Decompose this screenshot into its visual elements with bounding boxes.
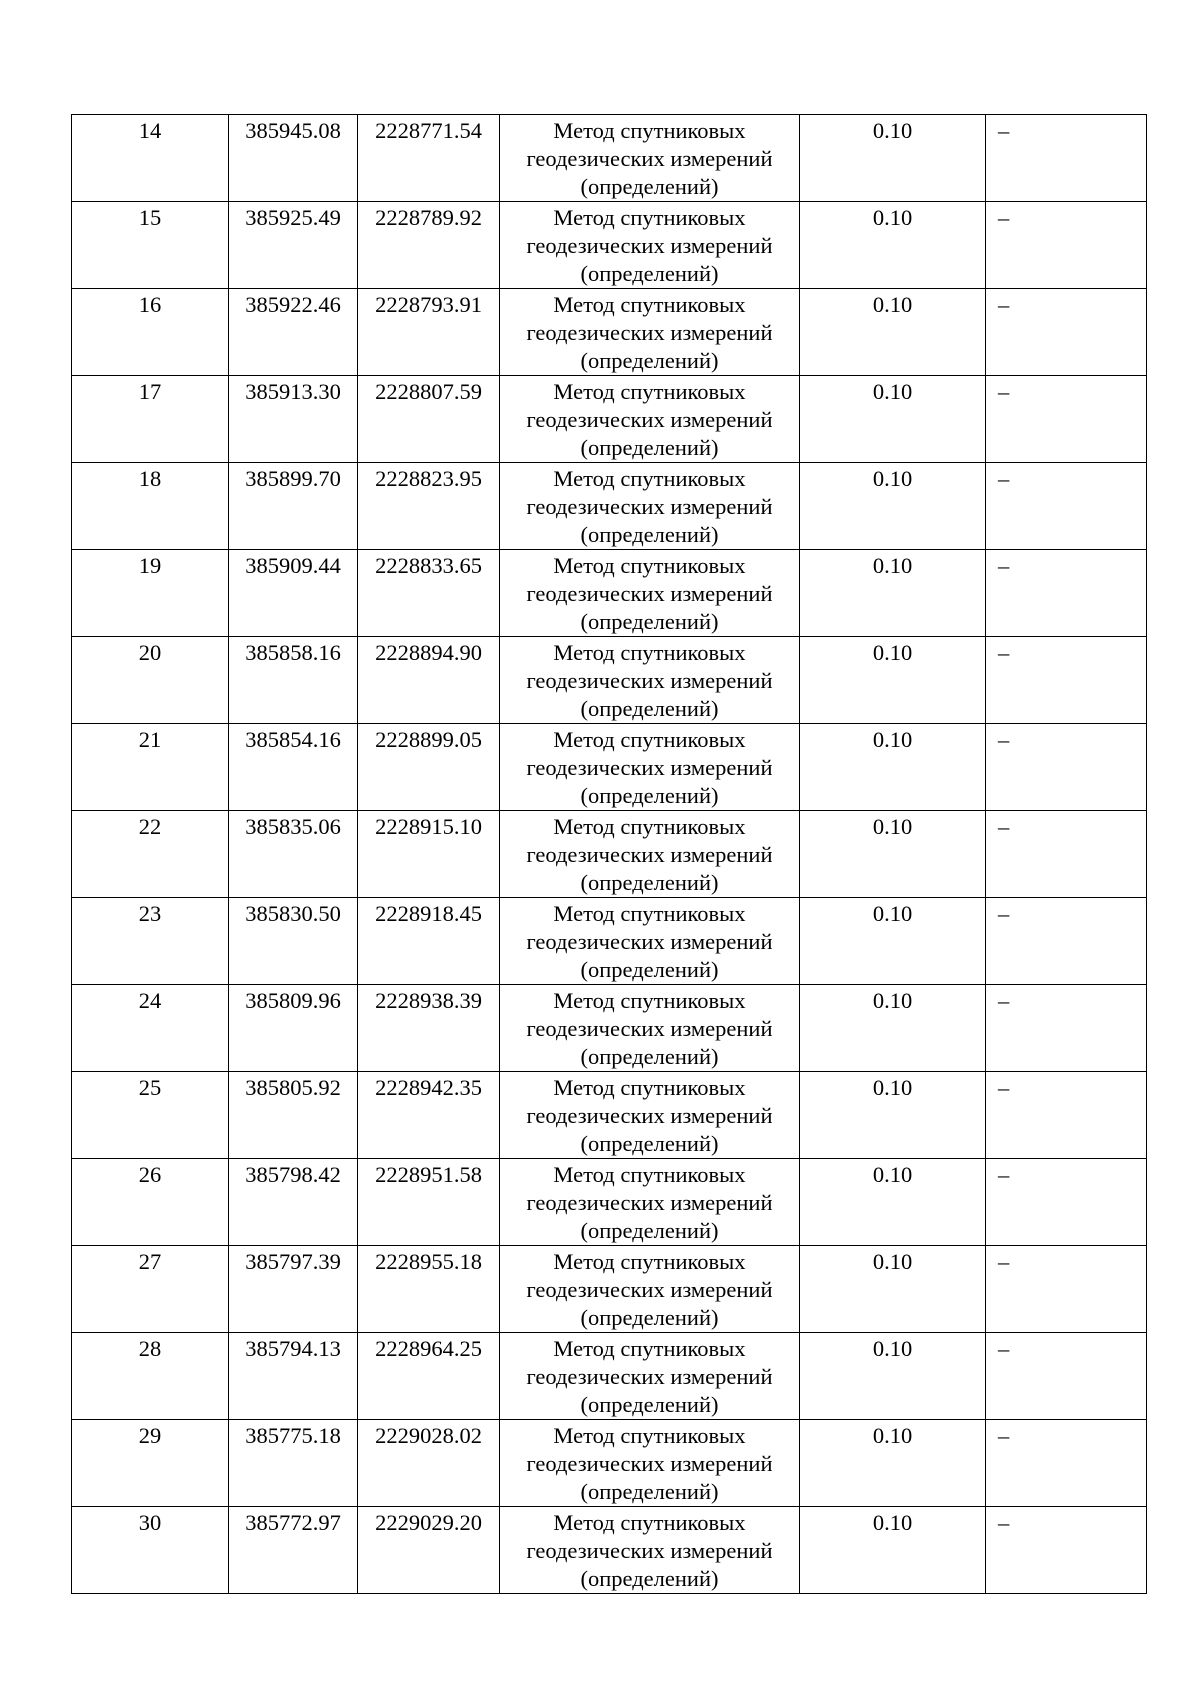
method-line: геодезических измерений bbox=[526, 494, 773, 519]
method-cell bbox=[500, 1507, 800, 1594]
x-coordinate-cell: 385909.44 bbox=[229, 550, 358, 637]
x-coordinate-cell: 385797.39 bbox=[229, 1246, 358, 1333]
precision-cell: 0.10 bbox=[800, 115, 986, 202]
x-coordinate-cell: 385922.46 bbox=[229, 289, 358, 376]
note-cell: – bbox=[986, 724, 1147, 811]
x-coordinate-cell: 385772.97 bbox=[229, 1507, 358, 1594]
method-line: геодезических измерений bbox=[526, 320, 773, 345]
method-line: геодезических измерений bbox=[526, 1016, 773, 1041]
method-line: (определений) bbox=[580, 609, 719, 634]
coordinates-table bbox=[71, 114, 1147, 1594]
method-cell bbox=[500, 376, 800, 463]
point-number-cell: 17 bbox=[72, 376, 229, 463]
point-number-cell: 30 bbox=[72, 1507, 229, 1594]
y-coordinate-cell: 2229029.20 bbox=[358, 1507, 500, 1594]
x-coordinate-cell: 385830.50 bbox=[229, 898, 358, 985]
y-coordinate-cell: 2228807.59 bbox=[358, 376, 500, 463]
note-cell: – bbox=[986, 1246, 1147, 1333]
note-cell: – bbox=[986, 463, 1147, 550]
method-cell bbox=[500, 115, 800, 202]
note-cell: – bbox=[986, 637, 1147, 724]
precision-cell: 0.10 bbox=[800, 637, 986, 724]
method-line: (определений) bbox=[580, 174, 719, 199]
table-row bbox=[72, 985, 1147, 1072]
method-cell bbox=[500, 463, 800, 550]
y-coordinate-cell: 2228771.54 bbox=[358, 115, 500, 202]
table-row bbox=[72, 1246, 1147, 1333]
coordinates-table-body bbox=[72, 115, 1147, 1594]
note-cell: – bbox=[986, 811, 1147, 898]
x-coordinate-cell: 385925.49 bbox=[229, 202, 358, 289]
method-line: геодезических измерений bbox=[526, 581, 773, 606]
precision-cell: 0.10 bbox=[800, 1246, 986, 1333]
table-row bbox=[72, 811, 1147, 898]
method-line: геодезических измерений bbox=[526, 929, 773, 954]
precision-cell: 0.10 bbox=[800, 985, 986, 1072]
note-cell: – bbox=[986, 898, 1147, 985]
method-line: (определений) bbox=[580, 957, 719, 982]
point-number-cell: 19 bbox=[72, 550, 229, 637]
precision-cell: 0.10 bbox=[800, 1333, 986, 1420]
method-line: Метод спутниковых bbox=[553, 901, 746, 926]
precision-cell: 0.10 bbox=[800, 811, 986, 898]
precision-cell: 0.10 bbox=[800, 463, 986, 550]
method-line: Метод спутниковых bbox=[553, 1423, 746, 1448]
y-coordinate-cell: 2229028.02 bbox=[358, 1420, 500, 1507]
x-coordinate-cell: 385913.30 bbox=[229, 376, 358, 463]
table-row bbox=[72, 724, 1147, 811]
x-coordinate-cell: 385945.08 bbox=[229, 115, 358, 202]
table-row bbox=[72, 550, 1147, 637]
method-cell bbox=[500, 898, 800, 985]
method-line: Метод спутниковых bbox=[553, 640, 746, 665]
method-line: Метод спутниковых bbox=[553, 1075, 746, 1100]
method-line: Метод спутниковых bbox=[553, 118, 746, 143]
method-line: Метод спутниковых bbox=[553, 1249, 746, 1274]
precision-cell: 0.10 bbox=[800, 202, 986, 289]
method-cell bbox=[500, 637, 800, 724]
precision-cell: 0.10 bbox=[800, 898, 986, 985]
y-coordinate-cell: 2228918.45 bbox=[358, 898, 500, 985]
method-line: геодезических измерений bbox=[526, 668, 773, 693]
y-coordinate-cell: 2228894.90 bbox=[358, 637, 500, 724]
method-line: геодезических измерений bbox=[526, 755, 773, 780]
method-line: геодезических измерений bbox=[526, 146, 773, 171]
x-coordinate-cell: 385835.06 bbox=[229, 811, 358, 898]
note-cell: – bbox=[986, 1333, 1147, 1420]
method-line: Метод спутниковых bbox=[553, 379, 746, 404]
method-line: (определений) bbox=[580, 1479, 719, 1504]
method-cell bbox=[500, 1159, 800, 1246]
y-coordinate-cell: 2228899.05 bbox=[358, 724, 500, 811]
y-coordinate-cell: 2228938.39 bbox=[358, 985, 500, 1072]
method-line: (определений) bbox=[580, 435, 719, 460]
precision-cell: 0.10 bbox=[800, 724, 986, 811]
precision-cell: 0.10 bbox=[800, 376, 986, 463]
table-row bbox=[72, 202, 1147, 289]
note-cell: – bbox=[986, 1159, 1147, 1246]
method-cell bbox=[500, 1072, 800, 1159]
x-coordinate-cell: 385798.42 bbox=[229, 1159, 358, 1246]
method-cell bbox=[500, 1246, 800, 1333]
point-number-cell: 26 bbox=[72, 1159, 229, 1246]
table-row bbox=[72, 1072, 1147, 1159]
method-cell bbox=[500, 985, 800, 1072]
method-line: (определений) bbox=[580, 696, 719, 721]
note-cell: – bbox=[986, 1072, 1147, 1159]
note-cell: – bbox=[986, 289, 1147, 376]
x-coordinate-cell: 385858.16 bbox=[229, 637, 358, 724]
method-line: геодезических измерений bbox=[526, 1538, 773, 1563]
point-number-cell: 24 bbox=[72, 985, 229, 1072]
point-number-cell: 15 bbox=[72, 202, 229, 289]
point-number-cell: 28 bbox=[72, 1333, 229, 1420]
method-cell bbox=[500, 811, 800, 898]
method-line: Метод спутниковых bbox=[553, 553, 746, 578]
method-line: геодезических измерений bbox=[526, 842, 773, 867]
table-row bbox=[72, 898, 1147, 985]
method-line: геодезических измерений bbox=[526, 407, 773, 432]
table-row bbox=[72, 289, 1147, 376]
method-line: (определений) bbox=[580, 870, 719, 895]
precision-cell: 0.10 bbox=[800, 1507, 986, 1594]
x-coordinate-cell: 385794.13 bbox=[229, 1333, 358, 1420]
note-cell: – bbox=[986, 1420, 1147, 1507]
point-number-cell: 23 bbox=[72, 898, 229, 985]
method-line: геодезических измерений bbox=[526, 1190, 773, 1215]
y-coordinate-cell: 2228789.92 bbox=[358, 202, 500, 289]
method-cell bbox=[500, 202, 800, 289]
note-cell: – bbox=[986, 202, 1147, 289]
y-coordinate-cell: 2228915.10 bbox=[358, 811, 500, 898]
note-cell: – bbox=[986, 376, 1147, 463]
method-line: (определений) bbox=[580, 1392, 719, 1417]
note-cell: – bbox=[986, 1507, 1147, 1594]
x-coordinate-cell: 385805.92 bbox=[229, 1072, 358, 1159]
y-coordinate-cell: 2228823.95 bbox=[358, 463, 500, 550]
point-number-cell: 25 bbox=[72, 1072, 229, 1159]
point-number-cell: 14 bbox=[72, 115, 229, 202]
y-coordinate-cell: 2228951.58 bbox=[358, 1159, 500, 1246]
x-coordinate-cell: 385854.16 bbox=[229, 724, 358, 811]
method-cell bbox=[500, 724, 800, 811]
note-cell: – bbox=[986, 985, 1147, 1072]
table-row bbox=[72, 637, 1147, 724]
point-number-cell: 16 bbox=[72, 289, 229, 376]
note-cell: – bbox=[986, 550, 1147, 637]
y-coordinate-cell: 2228964.25 bbox=[358, 1333, 500, 1420]
table-row bbox=[72, 1420, 1147, 1507]
y-coordinate-cell: 2228793.91 bbox=[358, 289, 500, 376]
x-coordinate-cell: 385775.18 bbox=[229, 1420, 358, 1507]
method-line: (определений) bbox=[580, 1218, 719, 1243]
method-cell bbox=[500, 1333, 800, 1420]
method-line: (определений) bbox=[580, 1044, 719, 1069]
point-number-cell: 22 bbox=[72, 811, 229, 898]
x-coordinate-cell: 385809.96 bbox=[229, 985, 358, 1072]
precision-cell: 0.10 bbox=[800, 1159, 986, 1246]
method-line: (определений) bbox=[580, 261, 719, 286]
method-line: (определений) bbox=[580, 522, 719, 547]
method-line: геодезических измерений bbox=[526, 1103, 773, 1128]
note-cell: – bbox=[986, 115, 1147, 202]
method-line: (определений) bbox=[580, 1305, 719, 1330]
point-number-cell: 29 bbox=[72, 1420, 229, 1507]
table-row bbox=[72, 1159, 1147, 1246]
method-line: (определений) bbox=[580, 348, 719, 373]
precision-cell: 0.10 bbox=[800, 550, 986, 637]
method-line: геодезических измерений bbox=[526, 1451, 773, 1476]
y-coordinate-cell: 2228942.35 bbox=[358, 1072, 500, 1159]
point-number-cell: 20 bbox=[72, 637, 229, 724]
method-line: Метод спутниковых bbox=[553, 1162, 746, 1187]
table-row bbox=[72, 1333, 1147, 1420]
method-line: (определений) bbox=[580, 1131, 719, 1156]
method-line: Метод спутниковых bbox=[553, 1510, 746, 1535]
point-number-cell: 18 bbox=[72, 463, 229, 550]
y-coordinate-cell: 2228955.18 bbox=[358, 1246, 500, 1333]
method-line: (определений) bbox=[580, 1566, 719, 1591]
method-line: Метод спутниковых bbox=[553, 466, 746, 491]
method-line: (определений) bbox=[580, 783, 719, 808]
method-line: Метод спутниковых bbox=[553, 205, 746, 230]
table-row bbox=[72, 463, 1147, 550]
table-row bbox=[72, 115, 1147, 202]
method-line: Метод спутниковых bbox=[553, 988, 746, 1013]
method-line: Метод спутниковых bbox=[553, 814, 746, 839]
method-cell bbox=[500, 1420, 800, 1507]
y-coordinate-cell: 2228833.65 bbox=[358, 550, 500, 637]
precision-cell: 0.10 bbox=[800, 1420, 986, 1507]
table-row bbox=[72, 376, 1147, 463]
precision-cell: 0.10 bbox=[800, 289, 986, 376]
point-number-cell: 21 bbox=[72, 724, 229, 811]
method-line: Метод спутниковых bbox=[553, 1336, 746, 1361]
x-coordinate-cell: 385899.70 bbox=[229, 463, 358, 550]
method-line: геодезических измерений bbox=[526, 1277, 773, 1302]
method-cell bbox=[500, 289, 800, 376]
table-row bbox=[72, 1507, 1147, 1594]
method-cell bbox=[500, 550, 800, 637]
point-number-cell: 27 bbox=[72, 1246, 229, 1333]
method-line: геодезических измерений bbox=[526, 233, 773, 258]
method-line: Метод спутниковых bbox=[553, 727, 746, 752]
method-line: Метод спутниковых bbox=[553, 292, 746, 317]
precision-cell: 0.10 bbox=[800, 1072, 986, 1159]
method-line: геодезических измерений bbox=[526, 1364, 773, 1389]
